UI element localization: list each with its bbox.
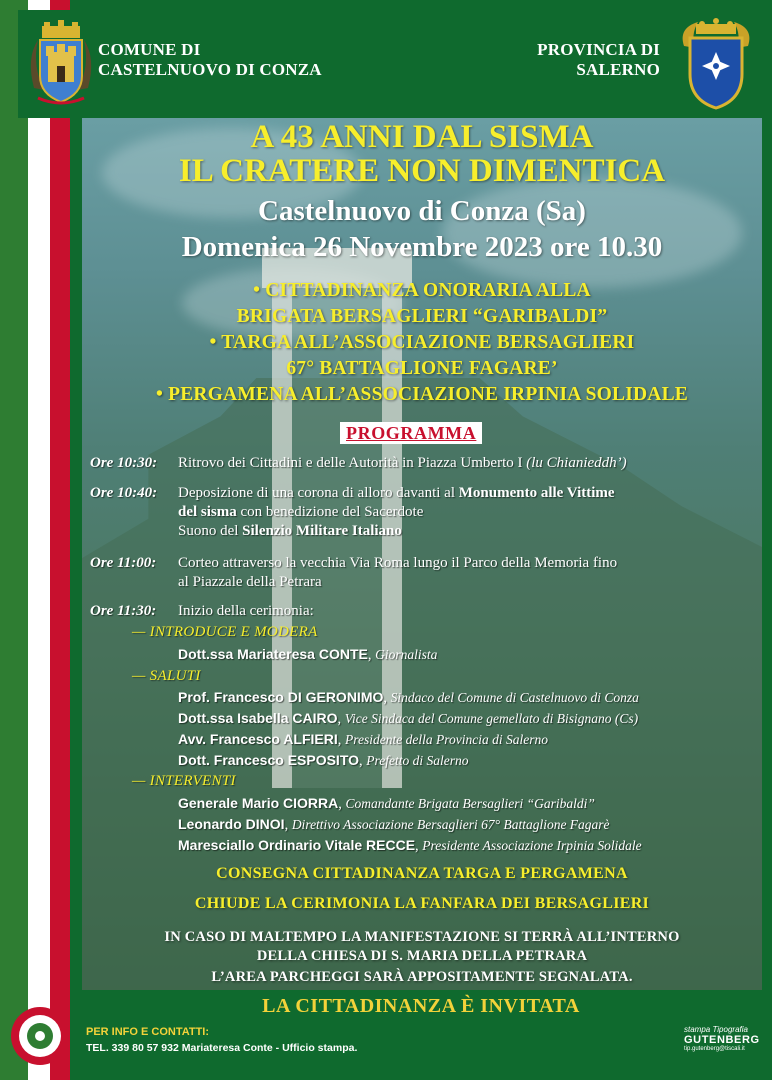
programme-item	[82, 554, 762, 594]
section-saluti-label: — SALUTI	[132, 668, 201, 684]
speaker-name: Dott.ssa Mariateresa CONTE	[178, 646, 368, 662]
event-date: Domenica 26 Novembre 2023 ore 10.30	[181, 231, 663, 263]
speaker-name: Avv. Francesco ALFIERI	[178, 731, 338, 747]
headline-line-1: A 43 ANNI DAL SISMA	[250, 119, 594, 155]
closing-line-1: CONSEGNA CITTADINANZA TARGA E PERGAMENA	[216, 865, 628, 882]
programme-time: Ore 10:40:	[90, 485, 158, 501]
speaker-row: Dott.ssa Mariateresa CONTE, Giornalista	[178, 646, 438, 663]
speaker-name: Generale Mario CIORRA	[178, 795, 339, 811]
speaker-name: Maresciallo Ordinario Vitale RECCE	[178, 837, 416, 853]
tricolour-cockade-icon	[10, 1006, 70, 1066]
programme-description	[178, 554, 758, 592]
speaker-name: Dott. Francesco ESPOSITO	[178, 752, 360, 768]
speaker-row: Generale Mario CIORRA, Comandante Brigata Bersaglieri “Garibaldi”	[178, 795, 595, 812]
section-introduce-label: — INTRODUCE E MODERA	[132, 624, 318, 640]
speaker-role: Giornalista	[375, 647, 438, 662]
speaker-role: Sindaco del Comune di Castelnuovo di Conza	[390, 690, 639, 705]
programme-text: al Piazzale della Petrara	[178, 574, 322, 590]
speaker-row: Leonardo DINOI, Direttivo Associazione Bersaglieri 67° Battaglione Fagarè	[178, 816, 610, 833]
event-place: Castelnuovo di Conza (Sa)	[258, 195, 586, 227]
footer-contact: TEL. 339 80 57 932 Mariateresa Conte - Ufficio stampa.	[86, 1042, 358, 1054]
monument-photo-panel	[82, 118, 762, 990]
comune-line-2: CASTELNUOVO DI CONZA	[98, 60, 322, 79]
speaker-role: Comandante Brigata Bersaglieri “Garibaldi”	[345, 796, 595, 811]
speaker-role: Prefetto di Salerno	[366, 753, 469, 768]
programme-text: Deposizione di una corona di alloro davanti al	[178, 485, 459, 501]
highlight-line-3: • TARGA ALL’ASSOCIAZIONE BERSAGLIERI	[209, 332, 635, 353]
programme-text: Suono del	[178, 523, 243, 539]
programme-time: Ore 10:30:	[90, 455, 158, 471]
speaker-name: Leonardo DINOI	[178, 816, 285, 832]
provincia-line-1: PROVINCIA DI	[537, 40, 660, 59]
speaker-name: Prof. Francesco DI GERONIMO	[178, 689, 384, 705]
printer-details: tip.gutenberg@tiscali.it	[684, 1046, 745, 1052]
ribbon-green	[0, 0, 28, 1080]
speaker-row: Dott. Francesco ESPOSITO, Prefetto di Salerno	[178, 752, 469, 769]
castelnuovo-crest-icon	[24, 18, 98, 110]
section-interventi-label: — INTERVENTI	[132, 773, 236, 789]
invitation-text: LA CITTADINANZA È INVITATA	[262, 995, 580, 1017]
weather-line-1: IN CASO DI MALTEMPO LA MANIFESTAZIONE SI TERRÀ ALL’INTERNO	[164, 929, 680, 945]
speaker-role: Vice Sindaca del Comune gemellato di Bisignano (Cs)	[344, 711, 639, 726]
speaker-row: Avv. Francesco ALFIERI, Presidente della Provincia di Salerno	[178, 731, 548, 748]
highlight-line-4: 67° BATTAGLIONE FAGARE’	[286, 358, 558, 379]
speaker-row: Maresciallo Ordinario Vitale RECCE, Presidente Associazione Irpinia Solidale	[178, 837, 642, 854]
programme-description	[178, 484, 758, 541]
programme-time: Ore 11:30:	[90, 603, 157, 619]
speaker-role: Presidente Associazione Irpinia Solidale	[422, 838, 642, 853]
programme-text-italic: (lu Chianieddh’)	[526, 455, 627, 471]
programme-text: Ritrovo dei Cittadini e delle Autorità in Piazza Umberto I	[178, 455, 527, 471]
programma-heading: PROGRAMMA	[340, 422, 482, 444]
headline-line-2: IL CRATERE NON DIMENTICA	[178, 153, 666, 189]
comune-title	[98, 40, 322, 80]
programme-time: Ore 11:00:	[90, 555, 157, 571]
programme-text: con benedizione del Sacerdote	[236, 504, 424, 520]
speaker-role: Direttivo Associazione Bersaglieri 67° Battaglione Fagarè	[291, 817, 610, 832]
provincia-title	[537, 40, 660, 80]
programme-text-bold: Monumento alle Vittime	[458, 485, 615, 501]
speaker-row: Prof. Francesco DI GERONIMO, Sindaco del Comune di Castelnuovo di Conza	[178, 689, 639, 706]
highlight-line-5: • PERGAMENA ALL’ASSOCIAZIONE IRPINIA SOLIDALE	[156, 384, 688, 405]
footer-info-label: PER INFO E CONTATTI:	[86, 1026, 210, 1038]
weather-line-2: DELLA CHIESA DI S. MARIA DELLA PETRARA	[256, 948, 588, 964]
comune-line-1: COMUNE DI	[98, 40, 201, 59]
ribbon-white	[28, 0, 50, 1080]
weather-line-3: L’AREA PARCHEGGI SARÀ APPOSITAMENTE SEGNALATA.	[211, 969, 633, 985]
programme-description	[178, 454, 758, 473]
provincia-line-2: SALERNO	[576, 60, 660, 79]
programme-text: Corteo attraverso la vecchia Via Roma lungo il Parco della Memoria fino	[178, 555, 618, 571]
programme-text-bold: del sisma	[178, 504, 237, 520]
programme-text-bold: Silenzio Militare Italiano	[242, 523, 402, 539]
highlight-line-1: • CITTADINANZA ONORARIA ALLA	[253, 280, 591, 301]
ribbon-red	[50, 0, 70, 1080]
printer-logo	[684, 1025, 760, 1061]
speaker-name: Dott.ssa Isabella CAIRO	[178, 710, 338, 726]
closing-line-2: CHIUDE LA CERIMONIA LA FANFARA DEI BERSAGLIERI	[194, 895, 650, 912]
programme-item	[82, 602, 762, 622]
programme-item	[82, 454, 762, 474]
programme-item	[82, 484, 762, 544]
speaker-row: Dott.ssa Isabella CAIRO, Vice Sindaca del Comune gemellato di Bisignano (Cs)	[178, 710, 639, 727]
printer-name: GUTENBERG	[684, 1034, 760, 1046]
programme-description: Inizio della cerimonia:	[178, 603, 314, 619]
speaker-role: Presidente della Provincia di Salerno	[345, 732, 548, 747]
printer-top-text: stampa Tipografia	[684, 1025, 748, 1034]
highlight-line-2: BRIGATA BERSAGLIERI “GARIBALDI”	[236, 306, 608, 327]
salerno-province-badge-icon	[676, 16, 756, 112]
